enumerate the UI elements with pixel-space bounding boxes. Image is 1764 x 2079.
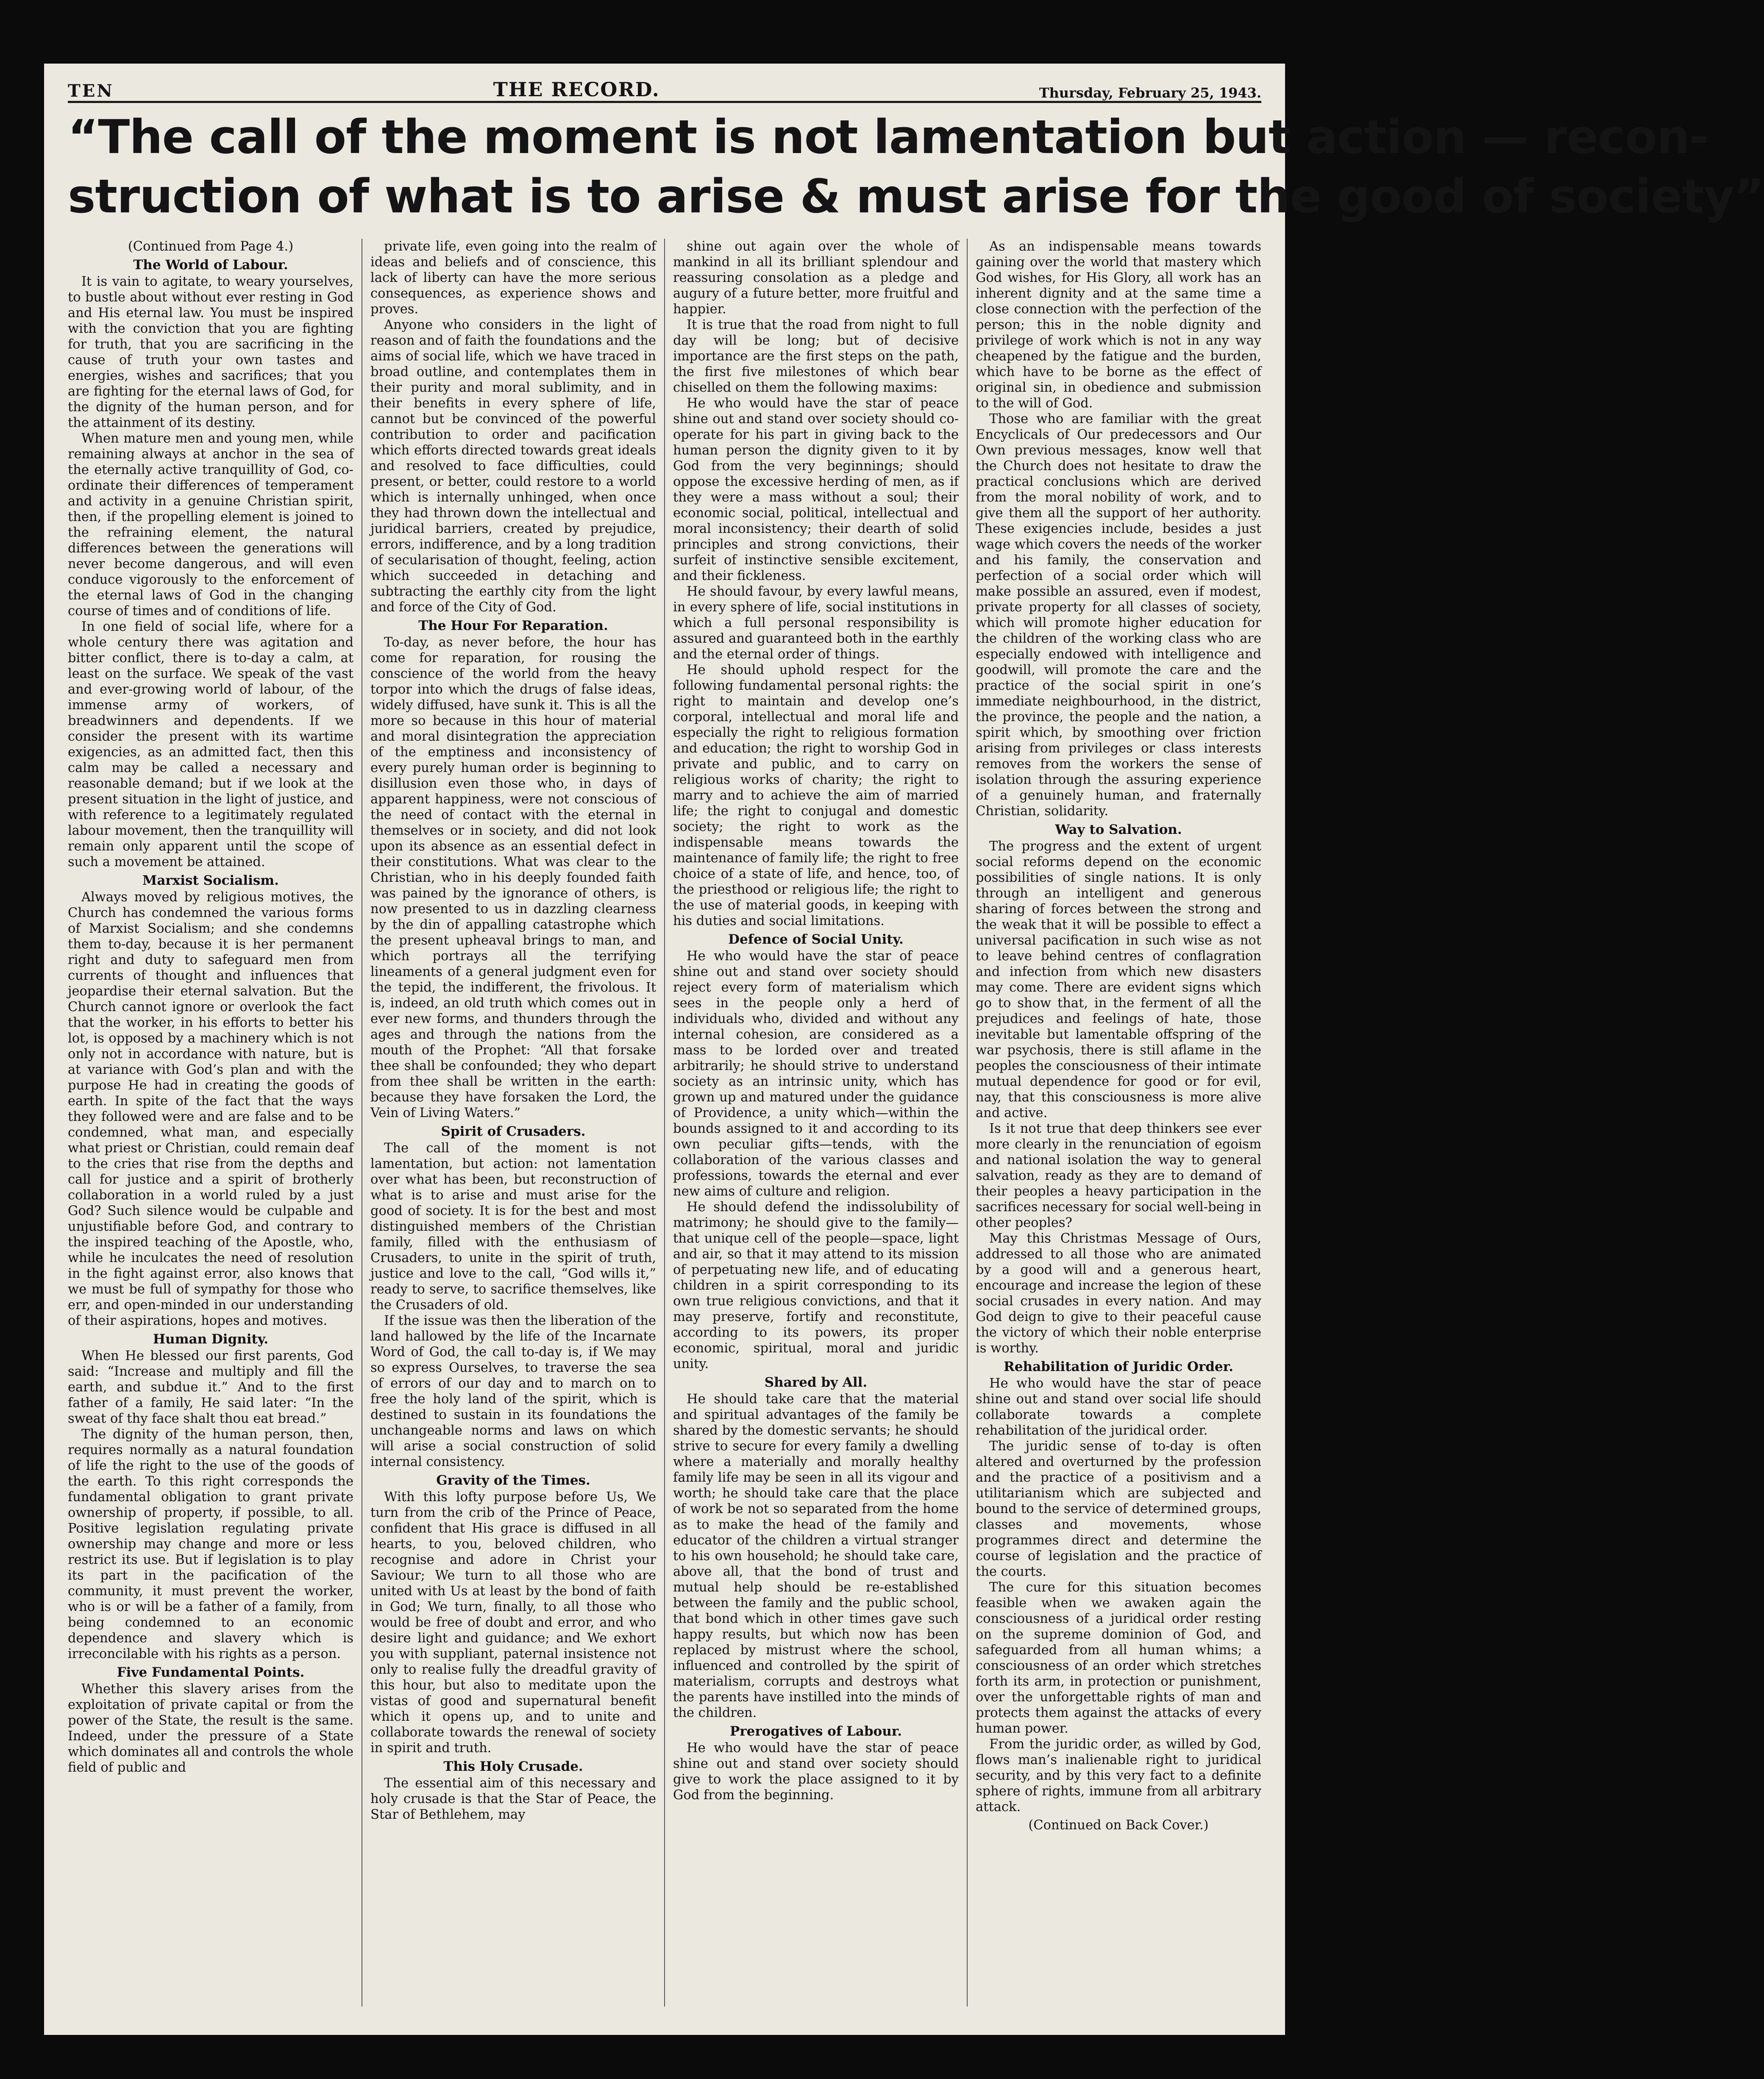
article-column-2 [370, 239, 656, 2007]
newspaper-name: THE RECORD. [493, 78, 660, 101]
page-number: TEN [68, 81, 114, 101]
paragraph: With this lofty purpose before Us, We turn from the crib of the Prince of Peace, confident that His grace is diffused in all hearts, to you, beloved children, who recognise and adore in Christ your Saviour; We turn to all those who are united with Us at least by the bond of faith in God; We turn, finally, to all those who would be free of doubt and error, and who desire light and guidance; and We exhort you with suppliant, paternal insistence not only to realise fully the dreadful gravity of this hour, but also to meditate upon the vistas of good and supernatural benefit which it opens up, and to unite and collaborate towards the renewal of society in spirit and truth. [370, 1490, 656, 1756]
paragraph: The dignity of the human person, then, requires normally as a natural foundation of life the right to the use of the goods of the earth. To this right corresponds the fundamental obligation to grant private ownership of property, if possible, to all. Positive legislation regulating private ownership may change and more or less restrict its use. But if legislation is to play its part in the pacification of the community, it must prevent the worker, who is or will be a father of a family, from being condemned to an economic dependence and slavery which is irreconcilable with his rights as a person. [68, 1427, 353, 1661]
section-heading: Prerogatives of Labour. [729, 1724, 902, 1739]
paragraph: He should favour, by every lawful means, in every sphere of life, social institutions in which a full personal responsibility is assured and guaranteed both in the earthly and the eternal order of things. [673, 584, 959, 662]
paragraph: He should uphold respect for the following fundamental personal rights: the right to maintain and develop one’s corporal, intellectual and moral life and especially the right to religious formation and education; the right to worship God in private and public, and to carry on religious works of charity; the right to marry and to achieve the aim of married life; the right to conjugal and domestic society; the right to work as the indispensable means towards the maintenance of family life; the right to free choice of a state of life, and hence, too, of the priesthood or religious life; the right to the use of material goods, in keeping with his duties and social limitations. [673, 663, 959, 928]
section-heading: Defence of Social Unity. [728, 932, 904, 947]
paragraph: From the juridic order, as willed by God, flows man’s inalienable right to juridical security, and by this very fact to a definite sphere of rights, immune from all arbitrary attack. [976, 1737, 1261, 1814]
paragraph: (Continued from Page 4.) [128, 239, 294, 254]
section-heading: Five Fundamental Points. [117, 1665, 305, 1680]
section-heading: Way to Salvation. [1055, 822, 1182, 837]
paragraph: Always moved by religious motives, the Church has condemned the various forms of Marxist Socialism; and she condemns them to-day, because it is her permanent right and duty to safeguard men from currents of thought and influences that jeopardise their eternal salvation. But the Church cannot ignore or overlook the fact that the worker, in his efforts to better his lot, is opposed by a machinery which is not only not in accordance with nature, but is at variance with God’s plan and with the purpose He had in creating the goods of earth. In spite of the fact that the ways they followed were and are false and to be condemned, what man, and especially what priest or Christian, could remain deaf to the cries that rise from the depths and call for justice and a spirit of brotherly collaboration in a world ruled by a just God? Such silence would be culpable and unjustifiable before God, and contrary to the inspired teaching of the Apostle, who, while he inculcates the need of resolution in the fight against error, also knows that we must be full of sympathy for those who err, and open-minded in our understanding of their aspirations, hopes and motives. [68, 890, 353, 1328]
masthead [68, 75, 1261, 103]
section-heading: Marxist Socialism. [142, 873, 279, 888]
paragraph: May this Christmas Message of Ours, addressed to all those who are animated by a good will and a generous heart, encourage and increase the legion of these social crusades in every nation. And may God deign to give to their peaceful cause the victory of which their noble enterprise is worthy. [976, 1231, 1261, 1356]
article-column-4 [976, 239, 1261, 2007]
paragraph: When He blessed our first parents, God said: “Increase and multiply and fill the earth, and subdue it.” And to the first father of a family, He said later: “In the sweat of thy face shalt thou eat bread.” [68, 1349, 353, 1426]
paragraph: The call of the moment is not lamentation, but action: not lamentation over what has been, but reconstruction of what is to arise and must arise for the good of society. It is for the best and most distinguished members of the Christian family, filled with the enthusiasm of Crusaders, to unite in the spirit of truth, justice and love to the call, “God wills it,” ready to serve, to sacrifice themselves, like the Crusaders of old. [370, 1141, 656, 1313]
paragraph: When mature men and young men, while remaining always at anchor in the sea of the eternally active tranquillity of God, co-ordinate their differences of temperament and activity in a genuine Christian spirit, then, if the propelling element is joined to the refraining element, the natural differences between the generations will never become dangerous, and will even conduce vigorously to the enforcement of the eternal laws of God in the changing course of times and of conditions of life. [68, 431, 353, 619]
paragraph: The cure for this situation becomes feasible when we awaken again the consciousness of a juridical order resting on the supreme dominion of God, and safeguarded from all human whims; a consciousness of an order which stretches forth its arm, in protection or punishment, over the unforgettable rights of man and protects them against the attacks of every human power. [976, 1580, 1261, 1736]
paragraph: As an indispensable means towards gaining over the world that mastery which God wishes, for His Glory, all work has an inherent dignity and at the same time a close connection with the perfection of the person; this in the noble dignity and privilege of work which is not in any way cheapened by the fatigue and the burden, which have to be borne as the effect of original sin, in obedience and submission to the will of God. [976, 239, 1261, 411]
paragraph: shine out again over the whole of mankind in all its brilliant splendour and reassuring consolation as a pledge and augury of a future better, more fruitful and happier. [673, 239, 959, 317]
paragraph: Anyone who considers in the light of reason and of faith the foundations and the aims of social life, which we have traced in broad outline, and contemplates them in their purity and moral sublimity, and in their benefits in every sphere of life, cannot but be convinced of the powerful contribution to order and pacification which efforts directed towards great ideals and resolved to face difficulties, could present, or better, could restore to a world which is internally unhinged, when once they had thrown down the intellectual and juridical barriers, created by prejudice, errors, indifference, and by a long tradition of secularisation of thought, feeling, action which succeeded in detaching and subtracting the earthly city from the light and force of the City of God. [370, 318, 656, 615]
paragraph: The juridic sense of to-day is often altered and overturned by the profession and the practice of a positivism and a utilitarianism which are subjected and bound to the service of determined groups, classes and movements, whose programmes direct and determine the course of legislation and the practice of the courts. [976, 1439, 1261, 1579]
article-column-3 [673, 239, 959, 2007]
section-heading: The World of Labour. [133, 257, 288, 273]
paragraph: The essential aim of this necessary and holy crusade is that the Star of Peace, the Star of Bethlehem, may [370, 1776, 656, 1822]
paragraph: If the issue was then the liberation of the land hallowed by the life of the Incarnate Word of God, the call to-day is, if We may so express Ourselves, to traverse the sea of errors of our day and to march on to free the holy land of the spirit, which is destined to sustain in its foundations the unchangeable norms and laws on which will arise a social construction of solid internal consistency. [370, 1313, 656, 1469]
page-headline [68, 107, 1764, 230]
section-heading: Human Dignity. [153, 1332, 269, 1347]
section-heading: Gravity of the Times. [436, 1473, 590, 1488]
paragraph: In one field of social life, where for a whole century there was agitation and bitter conflict, there is to-day a calm, at least on the surface. We speak of the vast and ever-growing world of labour, of the immense army of workers, of breadwinners and dependents. If we consider the present with its wartime exigencies, as an admitted fact, then this calm may be called a necessary and reasonable demand; but if we look at the present situation in the light of justice, and with reference to a legitimately regulated labour movement, then the tranquillity will remain only apparent until the scope of such a movement be attained. [68, 619, 353, 870]
article-column-1 [68, 239, 353, 2007]
paragraph: (Continued on Back Cover.) [1028, 1818, 1209, 1833]
section-heading: Rehabilitation of Juridic Order. [1004, 1359, 1233, 1374]
paragraph: He who would have the star of peace shine out and stand over society should co-operate for his part in giving back to the human person the dignity given to it by God from the very beginnings; should oppose the excessive herding of men, as if they were a mass without a soul; their economic social, political, intellectual and moral inconsistency; their dearth of solid principles and strong convictions, their surfeit of instinctive sensible excitement, and their fickleness. [673, 396, 959, 583]
paragraph: It is vain to agitate, to weary yourselves, to bustle about without ever resting in God and His eternal law. You must be inspired with the conviction that you are fighting for truth, that you are sacrificing in the cause of truth your own tastes and energies, wishes and sacrifices; that you are fighting for the eternal laws of God, for the dignity of the human person, and for the attainment of its destiny. [68, 274, 353, 430]
section-heading: This Holy Crusade. [443, 1759, 583, 1774]
section-heading: The Hour For Reparation. [418, 618, 608, 633]
paragraph: It is true that the road from night to full day will be long; but of decisive importance are the first steps on the path, the first five milestones of which bear chiselled on them the following maxims: [673, 318, 959, 395]
headline-line-1: “The call of the moment is not lamentation but action — recon- [68, 110, 1708, 164]
paragraph: private life, even going into the realm of ideas and beliefs and of conscience, this lack of liberty can have the more serious consequences, as experience shows and proves. [370, 239, 656, 317]
article-columns [68, 239, 1261, 2007]
paragraph: Whether this slavery arises from the exploitation of private capital or from the power of the State, the result is the same. Indeed, under the pressure of a State which dominates all and controls the whole field of public and [68, 1682, 353, 1775]
paragraph: To-day, as never before, the hour has come for reparation, for rousing the conscience of the world from the heavy torpor into which the drugs of false ideas, widely diffused, have sunk it. This is all the more so because in this hour of material and moral disintegration the appreciation of the emptiness and inconsistency of every purely human order is beginning to disillusion even those who, in days of apparent happiness, were not conscious of the need of contact with the eternal in themselves or in society, and did not look upon its absence as an essential defect in their constitutions. What was clear to the Christian, who in his deeply founded faith was pained by the ignorance of others, is now presented to us in dazzling clearness by the din of appalling catastrophe which the present upheaval brings to man, and which portrays all the terrifying lineaments of a general judgment even for the tepid, the indifferent, the frivolous. It is, indeed, an old truth which comes out in ever new forms, and thunders through the ages and through the nations from the mouth of the Prophet: “All that forsake thee shall be confounded; they who depart from thee shall be written in the earth: because they have forsaken the Lord, the Vein of Living Waters.” [370, 635, 656, 1120]
issue-date: Thursday, February 25, 1943. [1039, 85, 1261, 101]
paragraph: He who would have the star of peace shine out and stand over society should give to work the place assigned to it by God from the beginning. [673, 1741, 959, 1803]
paragraph: Those who are familiar with the great Encyclicals of Our predecessors and Our Own previous messages, know well that the Church does not hesitate to draw the practical conclusions which are derived from the moral nobility of work, and to give them all the support of her authority. These exigencies include, besides a just wage which covers the needs of the worker and his family, the conservation and perfection of a social order which will make possible an assured, even if modest, private property for all classes of society, which will promote higher education for the children of the working class who are especially endowed with intelligence and goodwill, will promote the care and the practice of the social spirit in one’s immediate neighbourhood, in the district, the province, the people and the nation, a spirit which, by smoothing over friction arising from privileges or class interests removes from the workers the sense of isolation through the assuring experience of a genuinely human, and fraternally Christian, solidarity. [976, 412, 1261, 819]
paragraph: Is it not true that deep thinkers see ever more clearly in the renunciation of egoism and national isolation the way to general salvation, ready as they are to demand of their peoples a heavy participation in the sacrifices necessary for social well-being in other peoples? [976, 1121, 1261, 1230]
section-heading: Shared by All. [764, 1375, 868, 1390]
newspaper-page [44, 64, 1764, 2035]
section-heading: Spirit of Crusaders. [441, 1124, 586, 1139]
paragraph: He should take care that the material and spiritual advantages of the family be shared by the domestic servants; he should strive to secure for every family a dwelling where a materially and morally healthy family life may be seen in all its vigour and worth; he should take care that the place of work be not so separated from the home as to make the head of the family and educator of the children a virtual stranger to his own household; he should take care, above all, that the bond of trust and mutual help should be re-established between the family and the public school, that bond which in other times gave such happy results, but which now has been replaced by mistrust where the school, influenced and controlled by the spirit of materialism, corrupts and destroys what the parents have instilled into the minds of the children. [673, 1392, 959, 1720]
headline-line-2: struction of what is to arise & must arise for the good of society” [68, 169, 1764, 223]
paragraph: The progress and the extent of urgent social reforms depend on the economic possibilities of single nations. It is only through an intelligent and generous sharing of forces between the strong and the weak that it will be possible to effect a universal pacification in such wise as not to leave behind centres of conflagration and infection from which new disasters may come. There are evident signs which go to show that, in the ferment of all the prejudices and feelings of hate, those inevitable but lamentable offspring of the war psychosis, there is still aflame in the peoples the consciousness of their intimate mutual dependence for good or for evil, nay, that this consciousness is more alive and active. [976, 839, 1261, 1120]
paragraph: He should defend the indissolubility of matrimony; he should give to the family—that unique cell of the people—space, light and air, so that it may attend to its mission of perpetuating new life, and of educating children in a spirit corresponding to its own true religious convictions, and that it may preserve, fortify and reconstitute, according to its powers, its proper economic, spiritual, moral and juridic unity. [673, 1200, 959, 1371]
paragraph: He who would have the star of peace shine out and stand over society should reject every form of materialism which sees in the people only a herd of individuals who, divided and without any internal cohesion, are considered as a mass to be lorded over and treated arbitrarily; he should strive to understand society as an intrinsic unity, which has grown up and matured under the guidance of Providence, a unity which—within the bounds assigned to it and according to its own peculiar gifts—tends, with the collaboration of the various classes and professions, towards the eternal and ever new aims of culture and religion. [673, 949, 959, 1199]
paragraph: He who would have the star of peace shine out and stand over social life should collaborate towards a complete rehabilitation of the juridical order. [976, 1376, 1261, 1438]
